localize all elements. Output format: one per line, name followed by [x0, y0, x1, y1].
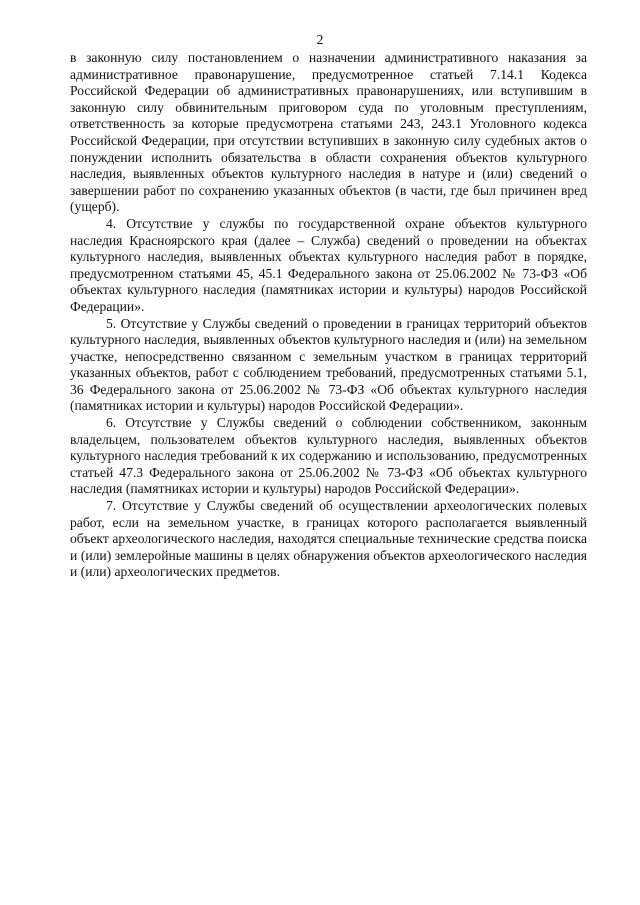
paragraph-item-5: 5. Отсутствие у Службы сведений о проведении в границах территорий объектов культурного наследия, выявленных объектов культурного наследия и (или) на земельном участке, непосредственно связанном с земельным участком в границах территорий указанных объектов, работ с соблюдением требований, предусмотренных статьями 5.1, 36 Федерального закона от 25.06.2002 № 73-ФЗ «Об объектах культурного наследия (памятниках истории и культуры) народов Российской Федерации». [70, 315, 587, 414]
page-number: 2 [316, 33, 324, 48]
paragraph-item-7: 7. Отсутствие у Службы сведений об осуществлении археологических полевых работ, если на земельном участке, в границах которого располагается выявленный объект археологического наследия, находятся специальные технические средства поиска и (или) землеройные машины в целях обнаружения объектов археологического наследия и (или) археологических предметов. [70, 498, 587, 580]
paragraph-item-6: 6. Отсутствие у Службы сведений о соблюдении собственником, законным владельцем, пользователем объектов культурного наследия, выявленных объектов культурного наследия требований к их содержанию и использованию, предусмотренных статьей 47.3 Федерального закона от 25.06.2002 № 73-ФЗ «Об объектах культурного наследия (памятниках истории и культуры) народов Российской Федерации». [70, 415, 587, 497]
paragraph-continuation: в законную силу постановлением о назначении административного наказания за административное правонарушение, предусмотренное статьей 7.14.1 Кодекса Российской Федерации об административных правонарушениях, или вступившим в законную силу обвинительным приговором суда по уголовным преступлениям, ответственность за которые предусмотрена статьями 243, 243.1 Уголовного кодекса Российской Федерации, при отсутствии вступивших в законную силу судебных актов о понуждении исполнить обязательства в области сохранения объектов культурного наследия, выявленных объектов культурного наследия в натуре и (или) сведений о завершении работ по сохранению указанных объектов (в части, где был причинен вред (ущерб). [70, 50, 587, 215]
document-body [70, 50, 587, 581]
paragraph-item-4: 4. Отсутствие у службы по государственной охране объектов культурного наследия Красноярского края (далее – Служба) сведений о проведении на объектах культурного наследия, выявленных объектах культурного наследия работ в порядке, предусмотренном статьями 45, 45.1 Федерального закона от 25.06.2002 № 73-ФЗ «Об объектах культурного наследия (памятниках истории и культуры) народов Российской Федерации». [70, 215, 587, 314]
